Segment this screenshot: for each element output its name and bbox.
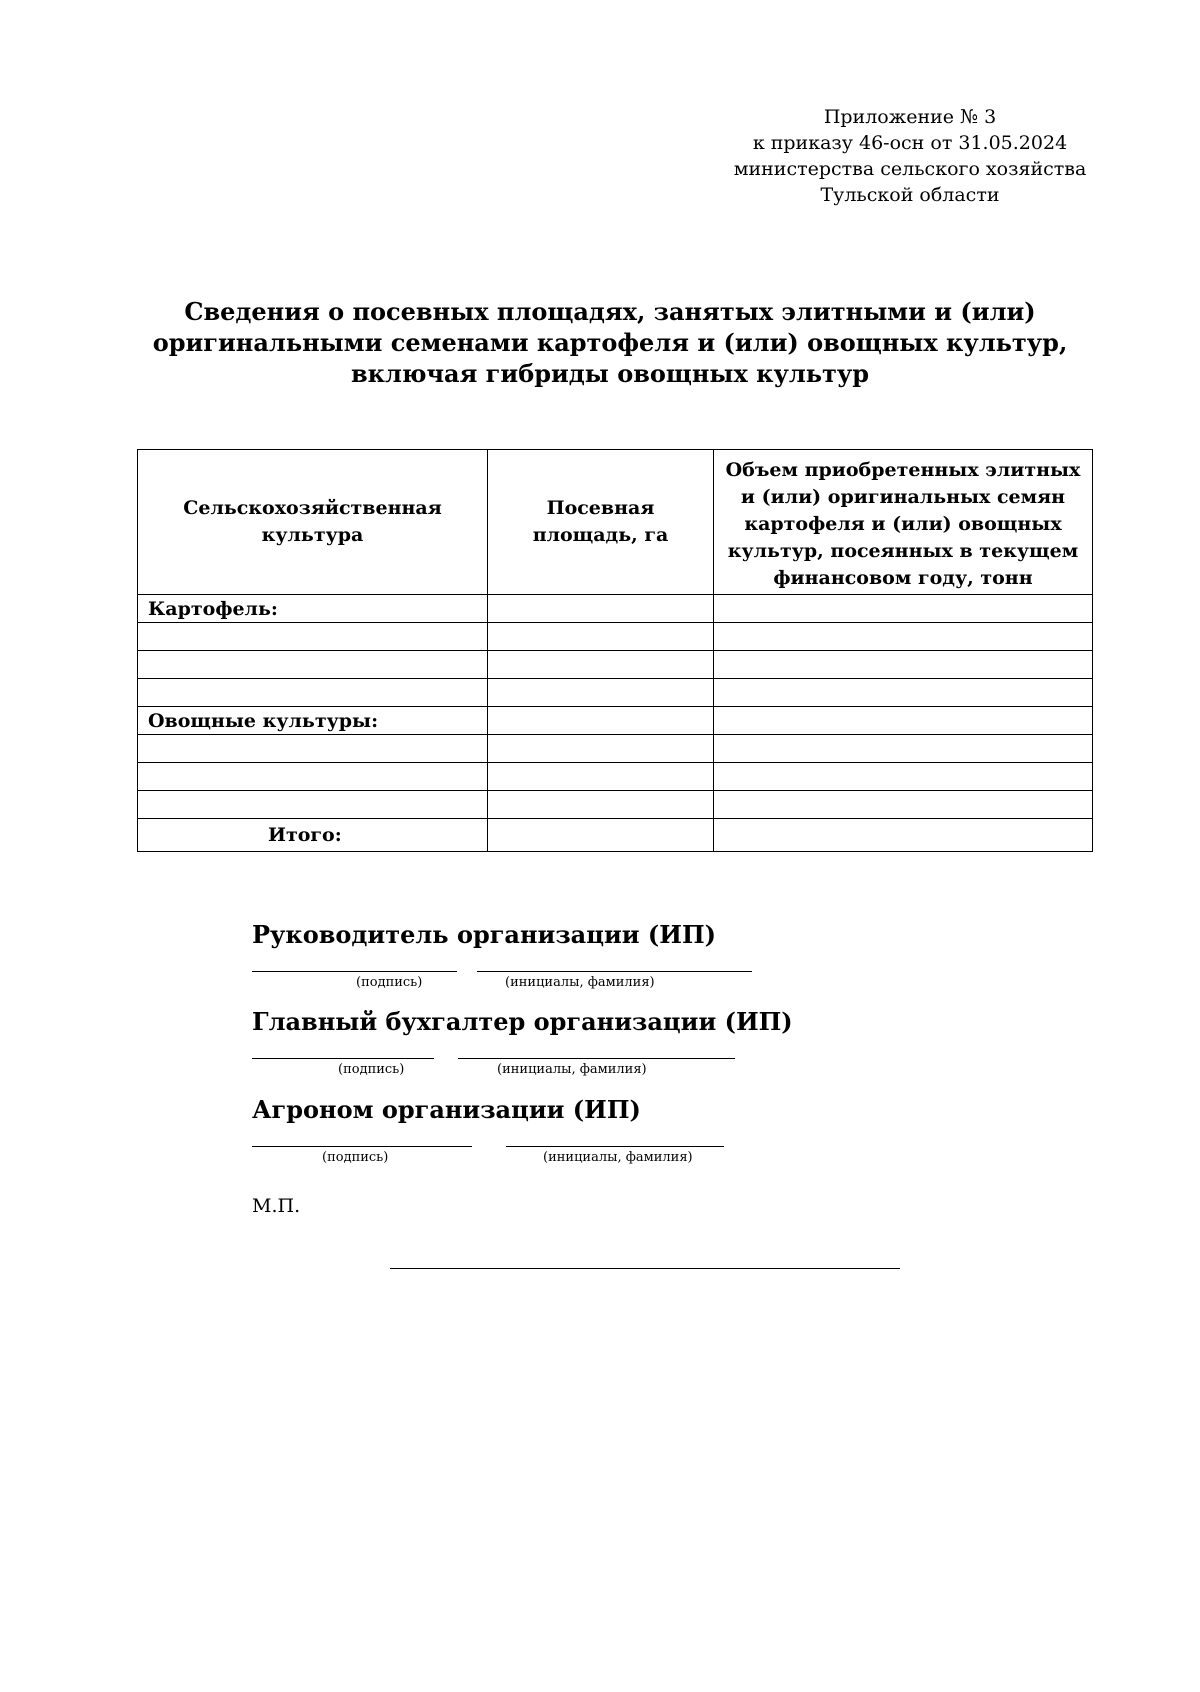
cell-crop[interactable] xyxy=(138,623,488,651)
sowing-area-table xyxy=(137,449,1093,852)
cell-area[interactable] xyxy=(488,595,714,623)
cell-volume-total[interactable] xyxy=(714,819,1093,852)
table-row xyxy=(138,791,1093,819)
accountant-signature-caption: (подпись) xyxy=(338,1062,405,1077)
cell-volume[interactable] xyxy=(714,679,1093,707)
cell-area[interactable] xyxy=(488,791,714,819)
header-volume-line-3: картофеля и (или) овощных xyxy=(744,512,1062,535)
appendix-ministry: министерства сельского хозяйства xyxy=(733,158,1087,180)
appendix-order: к приказу 46-осн от 31.05.2024 xyxy=(752,132,1068,154)
table-row xyxy=(138,679,1093,707)
cell-area[interactable] xyxy=(488,679,714,707)
cell-area[interactable] xyxy=(488,651,714,679)
row-label-total: Итого: xyxy=(138,819,488,852)
header-area-line-1: Посевная xyxy=(546,497,655,519)
cell-volume[interactable] xyxy=(714,707,1093,735)
header-area-line-2: площадь, га xyxy=(532,524,669,546)
table-row xyxy=(138,735,1093,763)
accountant-name-caption: (инициалы, фамилия) xyxy=(497,1062,647,1077)
table-row xyxy=(138,623,1093,651)
cell-volume[interactable] xyxy=(714,595,1093,623)
appendix-header xyxy=(730,104,1090,208)
agronomist-name-caption: (инициалы, фамилия) xyxy=(543,1150,693,1165)
cell-volume[interactable] xyxy=(714,791,1093,819)
table-row-total xyxy=(138,819,1093,852)
title-line-3: включая гибриды овощных культур xyxy=(350,359,870,388)
signature-block-head xyxy=(252,920,716,949)
head-signature-caption: (подпись) xyxy=(356,975,423,990)
cell-area[interactable] xyxy=(488,623,714,651)
head-name-caption: (инициалы, фамилия) xyxy=(505,975,655,990)
table-row-vegetables xyxy=(138,707,1093,735)
appendix-region: Тульской области xyxy=(820,184,1000,206)
header-crop xyxy=(138,450,488,595)
closing-rule xyxy=(390,1268,900,1269)
header-crop-line-1: Сельскохозяйственная xyxy=(183,497,442,519)
agronomist-signature-line[interactable] xyxy=(252,1146,472,1147)
header-area xyxy=(488,450,714,595)
header-volume-line-2: и (или) оригинальных семян xyxy=(740,485,1066,508)
cell-area-total[interactable] xyxy=(488,819,714,852)
cell-volume[interactable] xyxy=(714,651,1093,679)
table-row-potato xyxy=(138,595,1093,623)
head-name-line[interactable] xyxy=(477,971,752,972)
cell-area[interactable] xyxy=(488,763,714,791)
header-volume-line-5: финансовом году, тонн xyxy=(773,566,1033,589)
cell-volume[interactable] xyxy=(714,763,1093,791)
header-volume xyxy=(714,450,1093,595)
header-volume-line-4: культур, посеянных в текущем xyxy=(727,539,1079,562)
header-crop-line-2: культура xyxy=(261,524,364,546)
document-title xyxy=(140,296,1080,389)
agronomist-title: Агроном организации (ИП) xyxy=(252,1095,641,1124)
cell-area[interactable] xyxy=(488,707,714,735)
cell-crop[interactable] xyxy=(138,651,488,679)
table-header-row xyxy=(138,450,1093,595)
stamp-place: М.П. xyxy=(252,1195,301,1217)
agronomist-signature-caption: (подпись) xyxy=(322,1150,389,1165)
row-label-potato: Картофель: xyxy=(138,595,488,623)
cell-crop[interactable] xyxy=(138,679,488,707)
cell-crop[interactable] xyxy=(138,735,488,763)
head-signature-line[interactable] xyxy=(252,971,457,972)
cell-volume[interactable] xyxy=(714,735,1093,763)
cell-crop[interactable] xyxy=(138,763,488,791)
row-label-vegetables: Овощные культуры: xyxy=(138,707,488,735)
accountant-name-line[interactable] xyxy=(458,1058,735,1059)
appendix-number: Приложение № 3 xyxy=(823,106,997,128)
agronomist-name-line[interactable] xyxy=(506,1146,724,1147)
accountant-signature-line[interactable] xyxy=(252,1058,434,1059)
header-volume-line-1: Объем приобретенных элитных xyxy=(725,458,1081,481)
signature-block-accountant xyxy=(252,1007,793,1036)
title-line-2: оригинальными семенами картофеля и (или) овощных культур, xyxy=(152,328,1068,357)
signature-block-agronomist xyxy=(252,1095,641,1124)
head-title: Руководитель организации (ИП) xyxy=(252,920,716,949)
table-row xyxy=(138,763,1093,791)
title-line-1: Сведения о посевных площадях, занятых элитными и (или) xyxy=(184,297,1036,326)
cell-volume[interactable] xyxy=(714,623,1093,651)
accountant-title: Главный бухгалтер организации (ИП) xyxy=(252,1007,793,1036)
cell-crop[interactable] xyxy=(138,791,488,819)
cell-area[interactable] xyxy=(488,735,714,763)
table-row xyxy=(138,651,1093,679)
